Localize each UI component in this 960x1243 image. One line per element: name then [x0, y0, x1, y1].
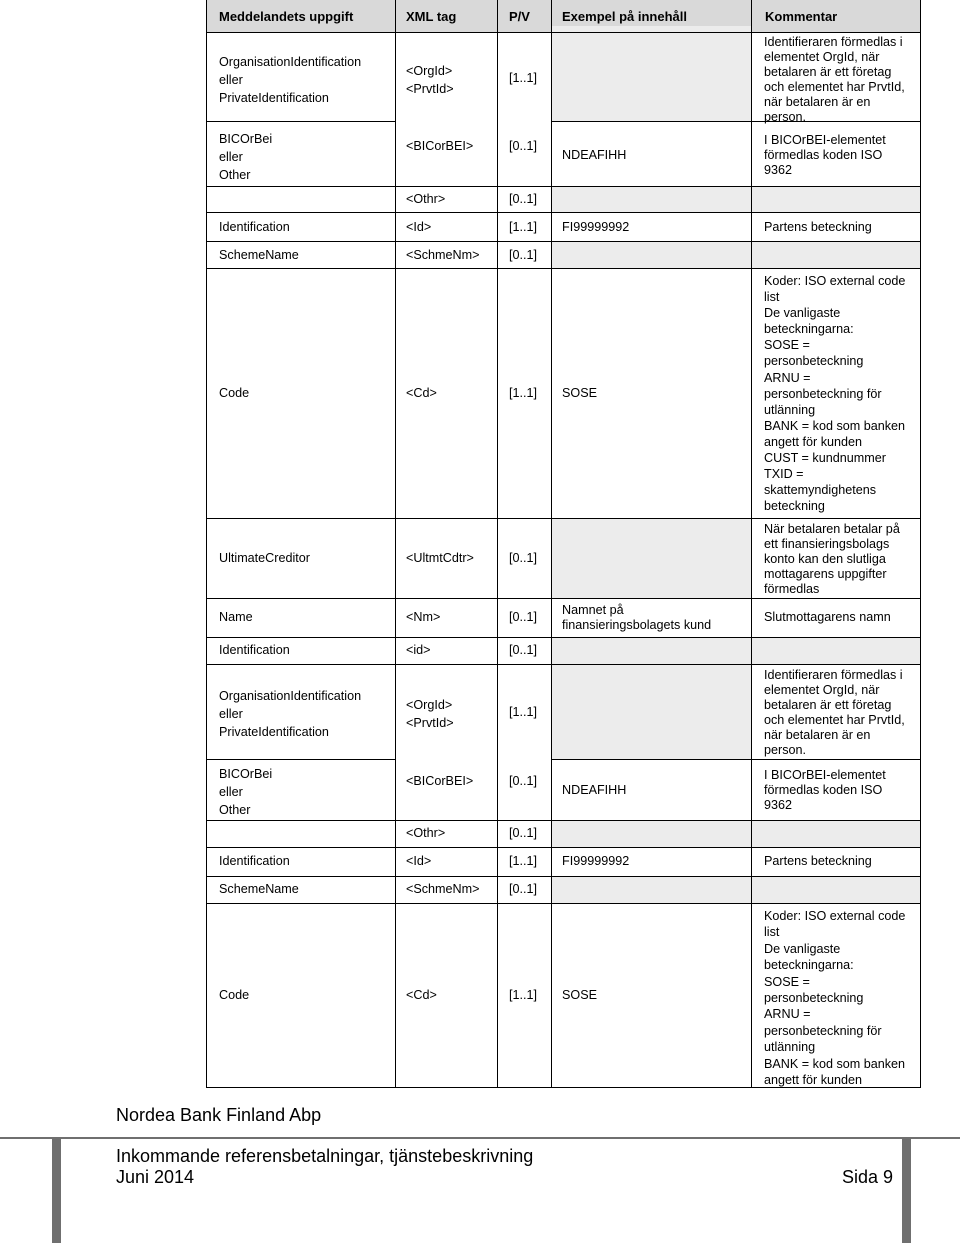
xml-tag-schemename: <SchmeNm>	[406, 248, 480, 262]
xml-tag-orgid-2: <OrgId> <PrvtId>	[406, 698, 454, 730]
pv-id-2: [0..1]	[509, 643, 538, 657]
xml-tag-ultimatecreditor: <UltmtCdtr>	[406, 551, 474, 565]
table-border-right	[920, 0, 921, 1088]
xml-tag-bic-2: <BICorBEI>	[406, 774, 474, 788]
element-name-orgid-2: OrganisationIdentification eller PrivateIdentification	[219, 689, 362, 739]
footer-divider	[0, 1137, 960, 1139]
element-name-name: Name	[219, 610, 253, 624]
row-divider	[206, 598, 921, 599]
pv-othr-2: [0..1]	[509, 826, 538, 840]
xml-tag-id-2: <id>	[406, 643, 431, 657]
shaded-cell	[751, 637, 920, 664]
shaded-cell	[751, 186, 920, 212]
row-divider	[206, 518, 921, 519]
shaded-cell	[551, 876, 751, 903]
element-name-ultimatecreditor: UltimateCreditor	[219, 551, 310, 565]
shaded-cell	[551, 518, 751, 598]
row-divider	[206, 186, 921, 187]
shaded-cell	[751, 241, 920, 268]
element-name-identification-3: Identification	[219, 854, 290, 868]
element-name-code: Code	[219, 386, 250, 400]
header-exempel: Exempel på innehåll	[562, 9, 687, 24]
example-id: FI99999992	[562, 220, 630, 234]
row-divider	[206, 847, 921, 848]
element-name-identification: Identification	[219, 220, 290, 234]
pv-code: [1..1]	[509, 386, 538, 400]
element-name-bic-2: BICOrBei eller Other	[219, 767, 273, 817]
row-divider	[206, 820, 921, 821]
xml-tag-othr-2: <Othr>	[406, 826, 446, 840]
xml-tag-othr: <Othr>	[406, 192, 446, 206]
column-divider	[395, 0, 396, 1088]
row-divider	[206, 121, 395, 122]
comment-name: Slutmottagarens namn	[764, 610, 891, 624]
comment-orgid: Identifieraren förmedlas i elementet OrgId, när betalaren är ett företag och elementet har PrvtId, när betalaren är en person.	[764, 35, 905, 124]
column-divider	[751, 0, 752, 1088]
example-id-3: FI99999992	[562, 854, 630, 868]
shaded-cell	[551, 186, 751, 212]
table-border-left	[206, 0, 207, 1088]
pv-code-2: [1..1]	[509, 988, 538, 1002]
comment-code: Koder: ISO external code list De vanligaste beteckningarna: SOSE = personbeteckning ARNU = personbeteckning för utlänning BANK = kod som banken angett för kunden CUST = kundnummer TXID = skattemyndighetens beteckning	[764, 274, 906, 514]
shaded-cell	[551, 664, 751, 759]
pv-bic: [0..1]	[509, 139, 538, 153]
pv-orgid: [1..1]	[509, 71, 538, 85]
header-meddelandets-uppgift: Meddelandets uppgift	[219, 9, 354, 24]
row-divider	[206, 637, 921, 638]
xml-tag-orgid: <OrgId> <PrvtId>	[406, 64, 454, 96]
pv-name: [0..1]	[509, 610, 538, 624]
example-bic: NDEAFIHH	[562, 148, 627, 162]
header-pv: P/V	[509, 9, 530, 24]
row-divider	[206, 664, 921, 665]
pv-orgid-2: [1..1]	[509, 705, 538, 719]
footer-date: Juni 2014	[116, 1167, 195, 1187]
example-name: Namnet på finansieringsbolagets kund	[562, 603, 712, 632]
example-code: SOSE	[562, 386, 597, 400]
xml-tag-schemename-2: <SchmeNm>	[406, 882, 480, 896]
comment-orgid-2: Identifieraren förmedlas i elementet OrgId, när betalaren är ett företag och elementet har PrvtId, när betalaren är en person.	[764, 668, 905, 757]
footer-page-number: Sida 9	[842, 1167, 894, 1187]
row-divider	[206, 876, 921, 877]
comment-code-2: Koder: ISO external code list De vanligaste beteckningarna: SOSE = personbeteckning ARNU = personbeteckning för utlänning BANK = kod som banken angett för kunden	[764, 909, 906, 1088]
pv-schemename: [0..1]	[509, 248, 538, 262]
shaded-cell	[551, 26, 751, 121]
element-name-code-2: Code	[219, 988, 250, 1002]
shaded-cell	[751, 876, 920, 903]
shaded-cell	[751, 820, 920, 847]
pv-id: [1..1]	[509, 220, 538, 234]
element-name-identification-2: Identification	[219, 643, 290, 657]
shaded-cell	[551, 637, 751, 664]
row-divider	[206, 903, 921, 904]
element-name-schemename-2: SchemeName	[219, 882, 299, 896]
pv-othr: [0..1]	[509, 192, 538, 206]
shaded-cell	[551, 820, 751, 847]
comment-bic: I BICOrBEI-elementet förmedlas koden ISO 9362	[764, 133, 886, 177]
pv-bic-2: [0..1]	[509, 774, 538, 788]
footer-document-title: Inkommande referensbetalningar, tjänstebeskrivning	[116, 1146, 534, 1166]
header-divider	[206, 32, 921, 33]
xml-tag-code: <Cd>	[406, 386, 437, 400]
column-divider	[497, 0, 498, 1088]
pv-id-3: [1..1]	[509, 854, 538, 868]
pv-ultimatecreditor: [0..1]	[509, 551, 538, 565]
element-name-orgid: OrganisationIdentification eller PrivateIdentification	[219, 55, 362, 105]
row-divider	[206, 212, 921, 213]
comment-ultimatecreditor: När betalaren betalar på ett finansieringsbolags konto kan den slutliga mottagarens uppgifter förmedlas	[764, 522, 900, 596]
row-divider	[206, 268, 921, 269]
header-xml-tag: XML tag	[406, 9, 457, 24]
xml-tag-id-3: <Id>	[406, 854, 432, 868]
element-name-bic: BICOrBei eller Other	[219, 132, 273, 182]
xml-tag-id: <Id>	[406, 220, 432, 234]
comment-bic-2: I BICOrBEI-elementet förmedlas koden ISO 9362	[764, 768, 886, 812]
footer-right-bar	[902, 1139, 911, 1243]
row-divider	[206, 241, 921, 242]
shaded-cell	[551, 241, 751, 268]
xml-tag-name: <Nm>	[406, 610, 441, 624]
comment-id-3: Partens beteckning	[764, 854, 872, 868]
example-bic-2: NDEAFIHH	[562, 783, 627, 797]
header-kommentar: Kommentar	[765, 9, 838, 24]
comment-id: Partens beteckning	[764, 220, 872, 234]
example-code-2: SOSE	[562, 988, 597, 1002]
footer-left-bar	[52, 1139, 61, 1243]
xml-tag-bic: <BICorBEI>	[406, 139, 474, 153]
row-divider	[551, 759, 920, 760]
row-divider	[206, 759, 395, 760]
footer-organization: Nordea Bank Finland Abp	[116, 1105, 322, 1125]
xml-tag-code-2: <Cd>	[406, 988, 437, 1002]
element-name-schemename: SchemeName	[219, 248, 299, 262]
column-divider	[551, 0, 552, 1088]
pv-schemename-2: [0..1]	[509, 882, 538, 896]
